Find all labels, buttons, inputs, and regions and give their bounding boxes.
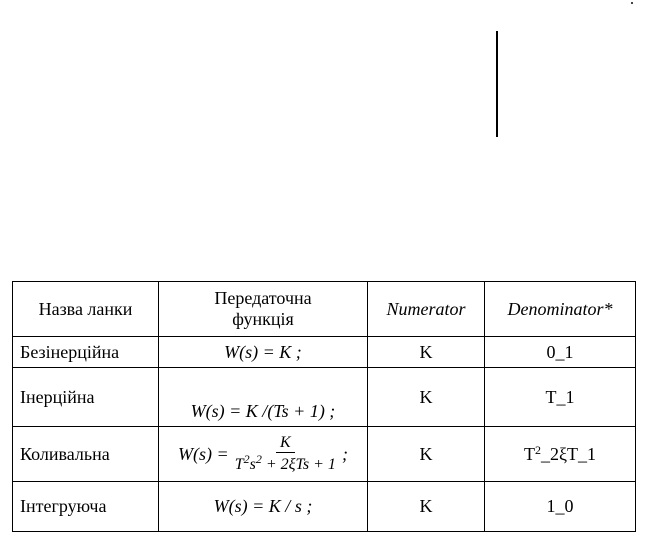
row-formula: W(s) = K /(Ts + 1) ; bbox=[159, 368, 368, 427]
den-rest: + 2ξTs + 1 bbox=[261, 456, 336, 473]
row-denominator: 0_1 bbox=[485, 337, 636, 368]
row-denominator bbox=[485, 427, 636, 482]
row-formula: W(s) = K ; bbox=[159, 337, 368, 368]
table-row bbox=[13, 337, 636, 368]
row-denominator: T_1 bbox=[485, 368, 636, 427]
header-name: Назва ланки bbox=[13, 282, 159, 337]
den-t: T bbox=[234, 456, 244, 473]
fraction bbox=[231, 434, 340, 475]
fraction-numerator: K bbox=[276, 434, 295, 453]
corner-mark bbox=[631, 2, 633, 4]
denominator-base: T bbox=[523, 444, 535, 464]
fraction-formula bbox=[178, 434, 348, 475]
row-name: Коливальна bbox=[13, 427, 159, 482]
table-row bbox=[13, 368, 636, 427]
row-name: Інтегруюча bbox=[13, 482, 159, 532]
header-numerator: Numerator bbox=[368, 282, 485, 337]
table-row bbox=[13, 482, 636, 532]
header-transfer-function bbox=[159, 282, 368, 337]
table-header-row bbox=[13, 282, 636, 337]
table-row bbox=[13, 427, 636, 482]
fraction-denominator bbox=[231, 453, 340, 474]
den-s-exp: 2 bbox=[255, 452, 262, 466]
formula-end: ; bbox=[341, 443, 348, 464]
text-cursor bbox=[496, 31, 498, 137]
row-name: Інерційна bbox=[13, 368, 159, 427]
den-s: s bbox=[249, 456, 256, 473]
row-numerator: K bbox=[368, 482, 485, 532]
row-numerator: K bbox=[368, 427, 485, 482]
denominator-rest: _2ξT_1 bbox=[540, 444, 597, 464]
header-transfer-line2: функція bbox=[232, 309, 294, 329]
row-formula: W(s) = K / s ; bbox=[159, 482, 368, 532]
row-denominator: 1_0 bbox=[485, 482, 636, 532]
row-formula-fraction bbox=[159, 427, 368, 482]
den-t-exp: 2 bbox=[243, 452, 250, 466]
header-transfer-line1: Передаточна bbox=[214, 288, 312, 309]
row-name: Безінерційна bbox=[13, 337, 159, 368]
denominator-exp: 2 bbox=[534, 443, 541, 457]
row-numerator: K bbox=[368, 337, 485, 368]
links-table bbox=[12, 281, 636, 532]
header-denominator: Denominator* bbox=[485, 282, 636, 337]
row-numerator: K bbox=[368, 368, 485, 427]
formula-lhs: W(s) = bbox=[178, 443, 229, 464]
